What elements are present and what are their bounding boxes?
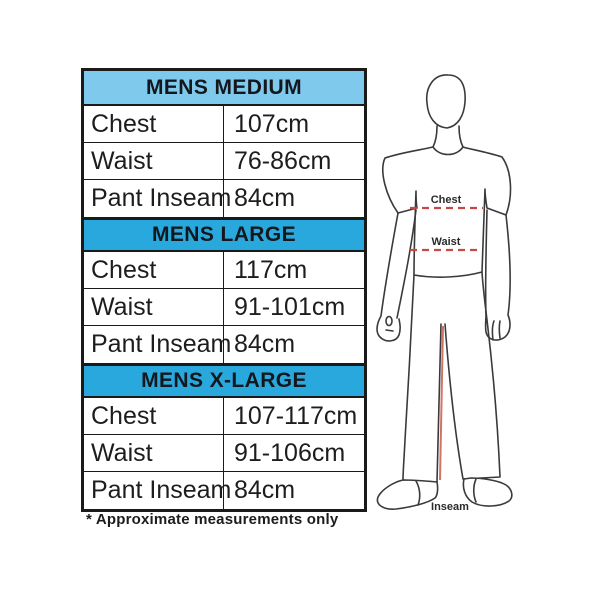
row-label: Pant Inseam (84, 180, 224, 217)
row-label: Waist (84, 143, 224, 179)
table-row (84, 143, 364, 180)
row-label: Chest (84, 252, 224, 288)
table-row (84, 252, 364, 289)
right-arm-inner-line (486, 210, 487, 315)
right-hand-finger-line (492, 321, 494, 340)
row-value: 76-86cm (234, 146, 332, 175)
row-label: Chest (84, 398, 224, 434)
row-value: 91-106cm (234, 438, 346, 467)
row-value: 107cm (234, 109, 310, 138)
table-row (84, 326, 364, 363)
size-chart-table (81, 68, 367, 512)
waist-label: Waist (431, 236, 461, 248)
inseam-label: Inseam (431, 501, 469, 513)
right-hand-finger-line-2 (499, 321, 500, 338)
table-row (84, 398, 364, 435)
right-arm-outline (486, 215, 511, 340)
table-row (84, 180, 364, 217)
section-header-large: MENS LARGE (84, 217, 364, 252)
table-row (84, 435, 364, 472)
row-value: 84cm (234, 184, 296, 212)
table-row (84, 289, 364, 326)
right-shoe (463, 478, 511, 506)
body-measurement-diagram (372, 60, 540, 520)
section-header-medium: MENS MEDIUM (84, 71, 364, 106)
size-section-medium (84, 71, 364, 217)
left-hand-crease (386, 330, 393, 331)
size-section-large (84, 217, 364, 363)
size-section-xlarge (84, 363, 364, 509)
row-value: 84cm (234, 330, 296, 358)
head-outline (427, 75, 465, 128)
chest-label: Chest (430, 194, 462, 206)
row-value: 84cm (234, 476, 296, 504)
row-label: Pant Inseam (84, 472, 224, 509)
row-label: Pant Inseam (84, 326, 224, 363)
row-value: 117cm (234, 255, 308, 284)
left-shoe (377, 480, 437, 509)
male-figure-illustration (372, 60, 540, 520)
left-arm-outline (377, 213, 400, 341)
table-row (84, 472, 364, 509)
section-header-xlarge: MENS X-LARGE (84, 363, 364, 398)
left-thumb-detail (386, 317, 392, 326)
footnote: * Approximate measurements only (86, 511, 339, 528)
row-value: 107-117cm (234, 401, 358, 430)
row-label: Waist (84, 435, 224, 471)
pants-outline (403, 272, 500, 482)
collar-neckline (433, 147, 463, 155)
row-label: Chest (84, 106, 224, 142)
row-value: 91-101cm (234, 292, 346, 321)
table-row (84, 106, 364, 143)
row-label: Waist (84, 289, 224, 325)
